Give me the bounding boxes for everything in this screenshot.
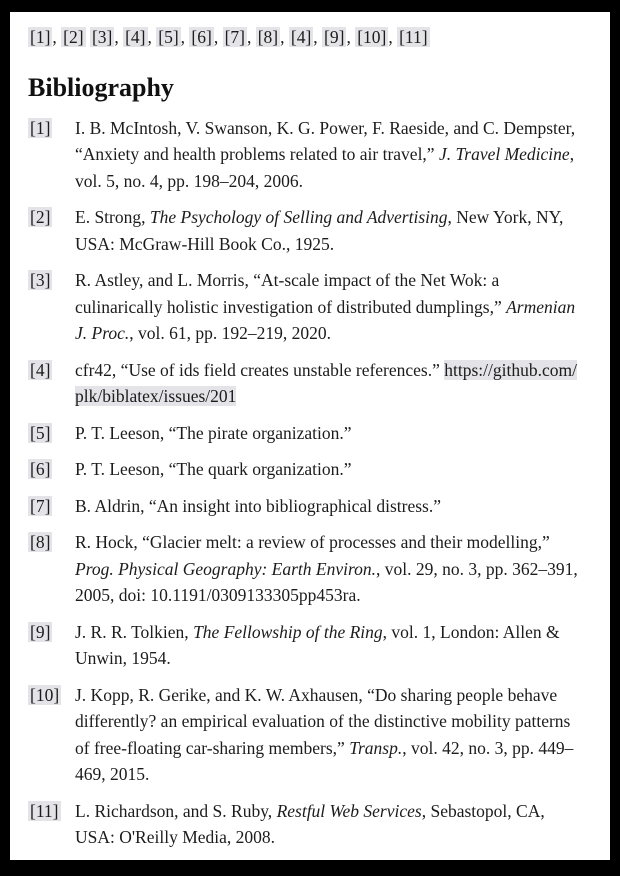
- reference-label-column: [28, 357, 75, 410]
- reference-list: [28, 115, 584, 851]
- reference-text: [75, 493, 584, 520]
- reference-text: [75, 420, 584, 447]
- reference-label[interactable]: [3]: [30, 270, 51, 290]
- reference-text: [75, 798, 584, 851]
- reference-label-column: [28, 798, 75, 851]
- bibliography-heading: Bibliography: [28, 72, 174, 102]
- reference-text: [75, 456, 584, 483]
- reference-label-column: [28, 115, 75, 195]
- reference-text: [75, 204, 584, 257]
- citation-separator: ,: [180, 27, 190, 47]
- citation-separator: ,: [213, 27, 223, 47]
- citation-separator: ,: [346, 27, 356, 47]
- reference-entry: [28, 682, 584, 788]
- reference-entry: [28, 529, 584, 609]
- reference-text: [75, 529, 584, 609]
- citation-link[interactable]: [2]: [63, 27, 84, 47]
- reference-entry: [28, 267, 584, 347]
- reference-label-column: [28, 456, 75, 483]
- reference-text-part: J. Kopp, R. Gerike, and K. W. Axhausen, “Do sharing people behave differently? an empirical evaluation of the distinctive mobility patterns of free-floating car-sharing members,”: [75, 684, 571, 758]
- citation-link[interactable]: [7]: [224, 27, 245, 47]
- citation-link[interactable]: [5]: [158, 27, 179, 47]
- reference-text: [75, 619, 584, 672]
- reference-text-part: P. T. Leeson, “The quark organization.”: [75, 459, 352, 479]
- citation-link[interactable]: [6]: [191, 27, 212, 47]
- reference-text-part: E. Strong,: [75, 207, 150, 227]
- reference-label-column: [28, 267, 75, 347]
- citation-link[interactable]: [10]: [357, 27, 387, 47]
- reference-text-part: , Sebastopol, CA, USA: O'Reilly Media, 2008.: [75, 800, 545, 847]
- citation-separator: ,: [313, 27, 323, 47]
- reference-label-column: [28, 529, 75, 609]
- citation-link[interactable]: [8]: [257, 27, 279, 47]
- reference-label[interactable]: [5]: [30, 422, 51, 443]
- reference-title-italic: J. Travel Medicine: [438, 144, 570, 164]
- citation-separator: ,: [52, 27, 62, 47]
- reference-title-italic: The Psychology of Selling and Advertising: [149, 207, 448, 227]
- reference-label[interactable]: [6]: [30, 459, 51, 479]
- citation-link[interactable]: [1]: [30, 27, 51, 47]
- reference-label-column: [28, 682, 75, 788]
- reference-entry: [28, 619, 584, 672]
- reference-title-italic: The Fellowship of the Ring: [193, 621, 383, 642]
- reference-url-link[interactable]: https://github.com/plk/biblatex/issues/201: [75, 359, 577, 406]
- reference-label[interactable]: [7]: [30, 495, 51, 516]
- reference-text-part: R. Hock, “Glacier melt: a review of processes and their modelling,”: [75, 532, 550, 552]
- reference-text: [75, 115, 584, 195]
- reference-text-part: P. T. Leeson, “The pirate organization.”: [75, 422, 352, 443]
- reference-entry: [28, 357, 584, 410]
- citation-link[interactable]: [4]: [125, 27, 146, 47]
- citation-separator: ,: [388, 27, 398, 47]
- reference-label[interactable]: [10]: [30, 684, 60, 705]
- citation-link[interactable]: [11]: [399, 27, 428, 47]
- citation-link[interactable]: [9]: [324, 27, 345, 47]
- reference-title-italic: Armenian J. Proc.: [75, 296, 576, 343]
- reference-entry: [28, 456, 584, 483]
- reference-label[interactable]: [8]: [30, 532, 51, 552]
- reference-label[interactable]: [4]: [30, 359, 51, 380]
- citation-separator: ,: [147, 27, 157, 47]
- citation-line: [28, 24, 584, 51]
- reference-entry: [28, 798, 584, 851]
- reference-label-column: [28, 619, 75, 672]
- reference-label-column: [28, 420, 75, 447]
- citation-link[interactable]: [3]: [91, 27, 113, 47]
- reference-label[interactable]: [1]: [30, 117, 51, 138]
- reference-text-part: R. Astley, and L. Morris, “At-scale impact of the Net Wok: a culinarically holistic investigation of distributed dumplings,”: [75, 270, 507, 317]
- reference-entry: [28, 420, 584, 447]
- citation-separator: ,: [114, 27, 124, 47]
- reference-text-part: , New York, NY, USA: McGraw-Hill Book Co., 1925.: [75, 207, 564, 254]
- reference-label-column: [28, 204, 75, 257]
- reference-label[interactable]: [9]: [30, 621, 51, 642]
- citation-separator: ,: [246, 27, 256, 47]
- reference-text-part: cfr42, “Use of ids field creates unstable references.”: [75, 359, 445, 380]
- document-page: [10, 12, 610, 860]
- reference-text-part: , vol. 42, no. 3, pp. 449–469, 2015.: [75, 737, 574, 784]
- reference-text-part: , vol. 1, London: Allen & Unwin, 1954.: [75, 621, 560, 668]
- citation-separator: ,: [280, 27, 289, 47]
- reference-title-italic: Restful Web Services: [276, 800, 422, 821]
- reference-text: [75, 357, 584, 410]
- reference-text-part: , vol. 5, no. 4, pp. 198–204, 2006.: [75, 144, 575, 191]
- reference-label-column: [28, 493, 75, 520]
- reference-entry: [28, 493, 584, 520]
- reference-entry: [28, 204, 584, 257]
- reference-title-italic: Prog. Physical Geography: Earth Environ.: [75, 558, 377, 579]
- reference-label[interactable]: [11]: [30, 800, 59, 821]
- reference-text-part: , vol. 29, no. 3, pp. 362–391, 2005, doi: 10.1191/0309133305pp453ra.: [75, 558, 578, 605]
- reference-text-part: L. Richardson, and S. Ruby,: [75, 800, 277, 821]
- reference-text: [75, 267, 584, 347]
- reference-text-part: I. B. McIntosh, V. Swanson, K. G. Power, F. Raeside, and C. Dempster, “Anxiety and health problems related to air travel,”: [75, 117, 576, 164]
- reference-text-part: , vol. 61, pp. 192–219, 2020.: [129, 323, 332, 343]
- reference-title-italic: Transp.: [349, 737, 403, 758]
- reference-label[interactable]: [2]: [30, 207, 51, 227]
- citation-link[interactable]: [4]: [290, 27, 312, 47]
- reference-text-part: J. R. R. Tolkien,: [75, 621, 194, 642]
- reference-text-part: B. Aldrin, “An insight into bibliographical distress.”: [75, 495, 442, 516]
- reference-entry: [28, 115, 584, 195]
- reference-text: [75, 682, 584, 788]
